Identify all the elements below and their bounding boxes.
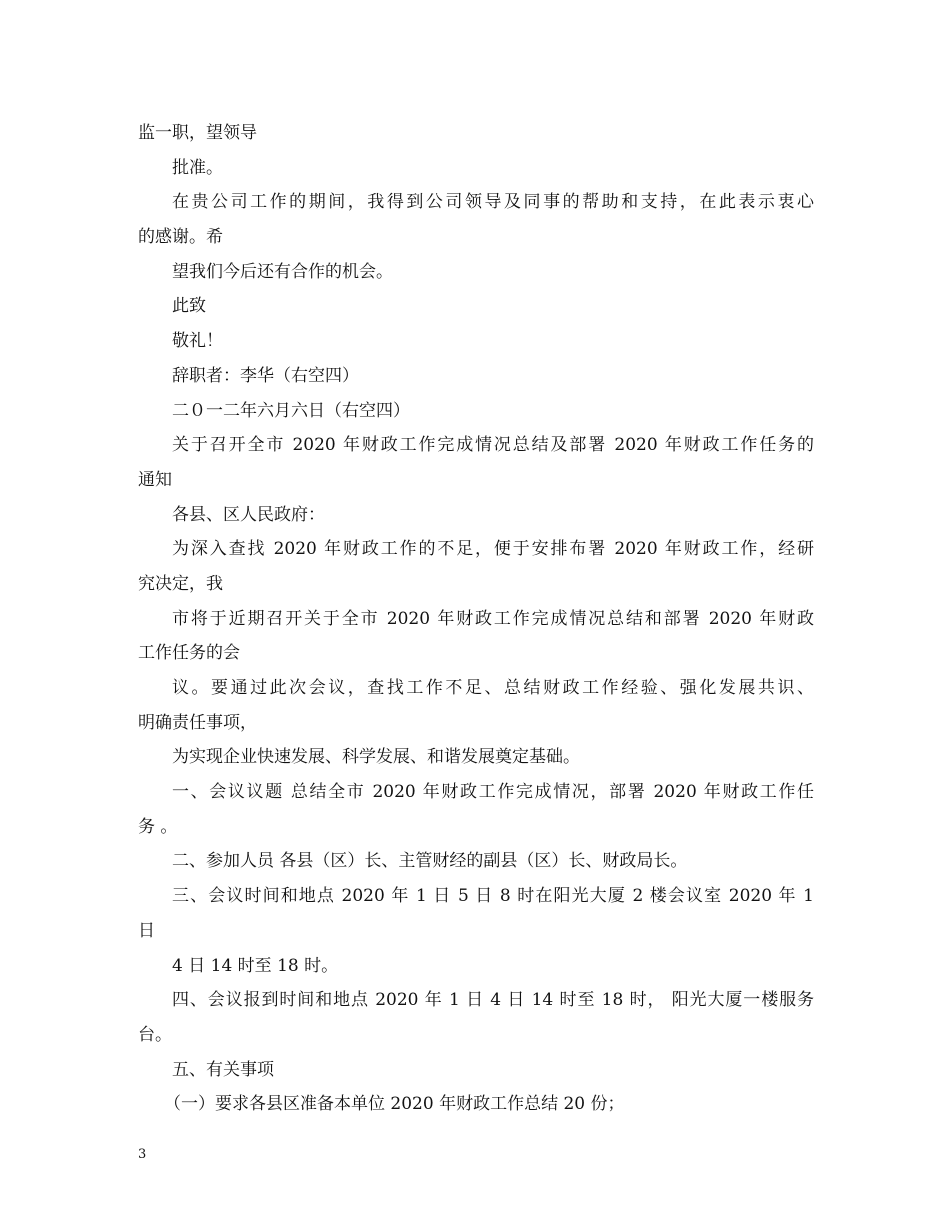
text-line: 监一职，望领导: [138, 123, 257, 143]
text-line: 三、会议时间和地点 2020 年 1 日 5 日 8 时在阳光大厦 2 楼会议室 2020 年 1: [172, 886, 814, 907]
text-line: 市将于近期召开关于全市 2020 年财政工作完成情况总结和部署 2020 年财政: [172, 608, 814, 629]
text-line: （一）要求各县区准备本单位 2020 年财政工作总结 20 份；: [164, 1094, 625, 1115]
text-line: 望我们今后还有合作的机会。: [172, 261, 393, 282]
text-line: 为深入查找 2020 年财政工作的不足，便于安排布署 2020 年财政工作，经研: [172, 539, 814, 560]
text-line: 明确责任事项，: [138, 712, 257, 733]
text-line: 一、会议议题 总结全市 2020 年财政工作完成情况，部署 2020 年财政工作任: [172, 782, 814, 803]
text-line: 工作任务的会: [138, 643, 240, 664]
text-line: 通知: [138, 469, 172, 490]
text-line: 关于召开全市 2020 年财政工作完成情况总结及部署 2020 年财政工作任务的: [172, 435, 814, 456]
text-line: 4 日 14 时至 18 时。: [172, 955, 339, 976]
text-line: 在贵公司工作的期间，我得到公司领导及同事的帮助和支持，在此表示衷心: [172, 192, 814, 213]
text-line: 各县、区人民政府：: [172, 504, 325, 525]
text-line: 务 。: [138, 816, 178, 837]
text-line: 五、有关事项: [172, 1059, 274, 1080]
page-number: 3: [138, 1147, 147, 1162]
text-line: 究决定，我: [138, 573, 223, 594]
text-line: 二０一二年六月六日（右空四）: [172, 400, 410, 421]
text-line: 此致: [172, 296, 206, 317]
text-line: 日: [138, 920, 155, 941]
text-line: 二、参加人员 各县（区）长、主管财经的副县（区）长、财政局长。: [172, 851, 688, 872]
text-line: 议。要通过此次会议，查找工作不足、总结财政工作经验、强化发展共识、: [172, 678, 814, 698]
text-line: 的感谢。希: [138, 227, 223, 248]
text-line: 四、会议报到时间和地点 2020 年 1 日 4 日 14 时至 18 时， 阳光大厦一楼服务: [172, 990, 814, 1011]
text-line: 为实现企业快速发展、科学发展、和谐发展奠定基础。: [172, 747, 580, 768]
text-line: 敬礼！: [172, 331, 223, 352]
text-line: 台。: [138, 1024, 172, 1045]
text-line: 辞职者：李华（右空四）: [172, 365, 359, 386]
document-body: [138, 116, 814, 1122]
text-line: 批准。: [172, 157, 223, 178]
